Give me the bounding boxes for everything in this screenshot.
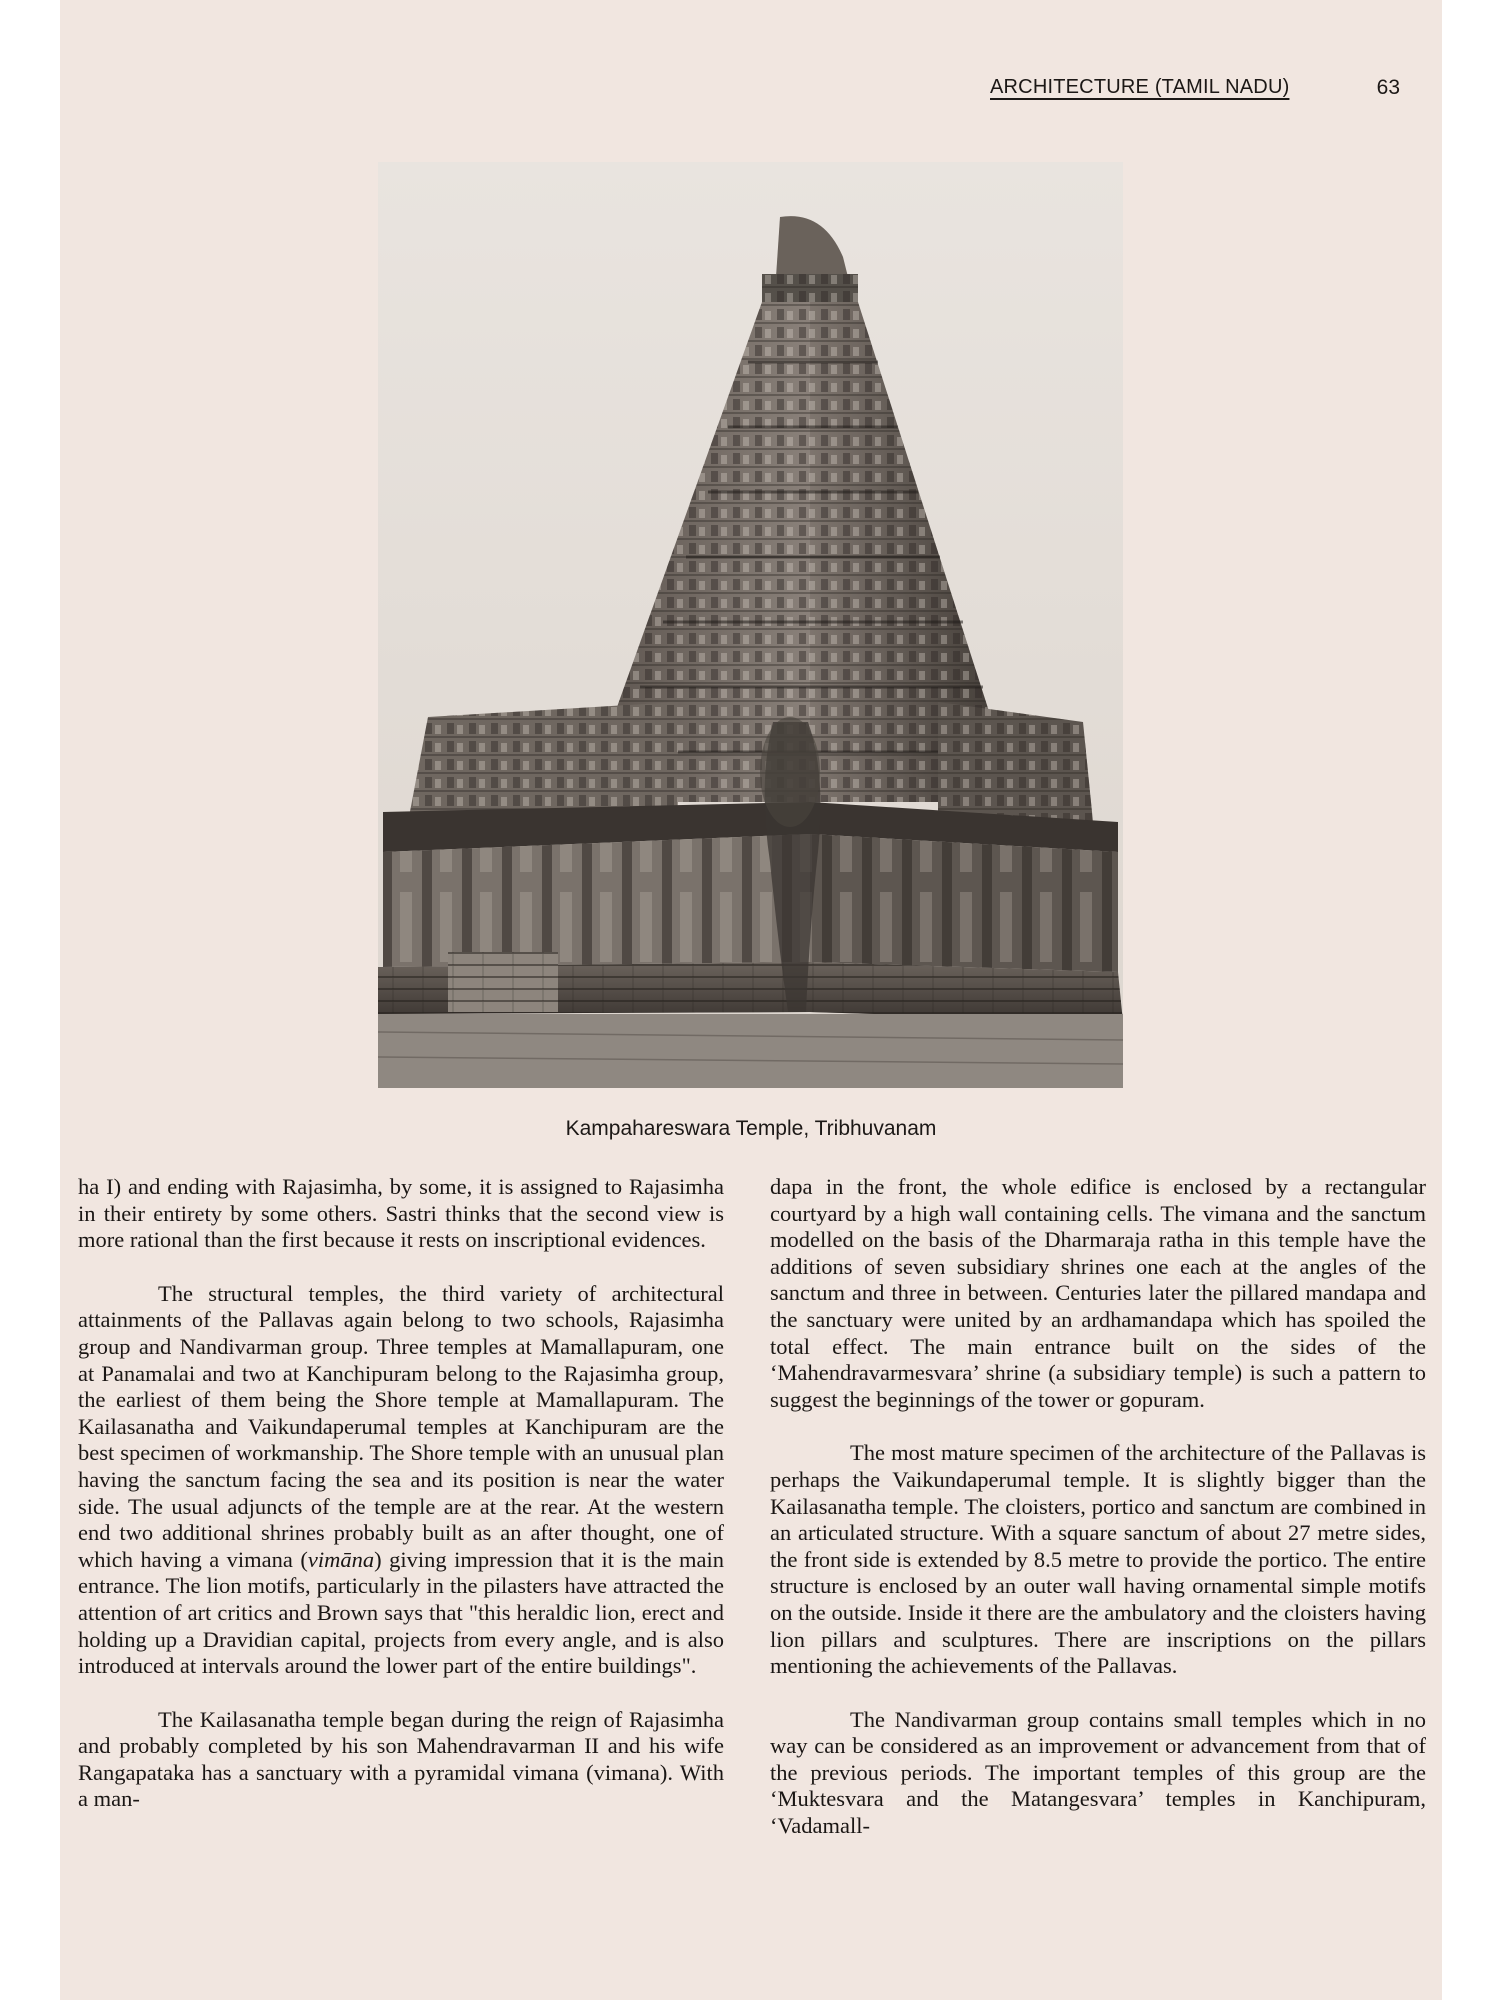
- right-text-column: [770, 1174, 1426, 1840]
- page-number: 63: [1376, 76, 1400, 99]
- temple-photograph: [378, 162, 1123, 1088]
- section-title: ARCHITECTURE (TAMIL NADU): [990, 76, 1290, 98]
- paragraph-text: ) giving impression that it is the main entrance. The lion motifs, particularly in the pilasters have attracted the attention of art critics and Brown says that "this heraldic lion, erect and holding up a Dravidian capital, projects from every angle, and is also introduced at intervals around the lower part of the entire buildings".: [78, 1546, 724, 1679]
- figure-caption: Kampahareswara Temple, Tribhuvanam: [565, 1117, 937, 1140]
- paragraph: The most mature specimen of the architecture of the Pallavas is perhaps the Vaikundaperumal temple. It is slightly bigger than the Kailasanatha temple. The cloisters, portico and sanctum are combined in an articulated structure. With a square sanctum of about 27 metre sides, the front side is extended by 8.5 metre to provide the portico. The entire structure is enclosed by an outer wall having ornamental simple motifs on the outside. Inside it there are the ambulatory and the cloisters having lion pillars and sculptures. There are inscriptions on the pillars mentioning the achievements of the Pallavas.: [770, 1440, 1426, 1679]
- italic-term: vimāna: [307, 1546, 375, 1572]
- paragraph: dapa in the front, the whole edifice is enclosed by a rectangular courtyard by a high wall containing cells. The vimana and the sanctum modelled on the basis of the Dharmaraja ratha in this temple have the additions of seven subsidiary shrines one each at the angles of the sanctum and three in between. Centuries later the pillared mandapa and the sanctuary were united by an ardhamandapa which has spoiled the total effect. The main entrance built on the sides of the ‘Mahendravarmesvara’ shrine (a subsidiary temple) is such a pattern to suggest the beginnings of the tower or gopuram.: [770, 1174, 1426, 1412]
- book-page: [60, 0, 1442, 2000]
- paragraph-text: The structural temples, the third variety of architectural attainments of the Pallavas again belong to two schools, Rajasimha group and Nandivarman group. Three temples at Mamallapuram, one at Panamalai and two at Kanchipuram belong to the Rajasimha group, the earliest of them being the Shore temple at Mamallapuram. The Kailasanatha and Vaikundaperumal temples at Kanchipuram are the best specimen of workmanship. The Shore temple with an unusual plan having the sanctum facing the sea and its position is near the water side. The usual adjuncts of the temple are at the rear. At the western end two additional shrines probably built as an after thought, one of which having a vimana (: [78, 1280, 724, 1572]
- paragraph: The Nandivarman group contains small temples which in no way can be considered as an improvement or advancement from that of the previous periods. The important temples of this group are the ‘Muktesvara and the Matangesvara’ temples in Kanchipuram, ‘Vadamall-: [770, 1706, 1426, 1839]
- paragraph: ha I) and ending with Rajasimha, by some, it is assigned to Rajasimha in their entirety by some others. Sastri thinks that the second view is more rational than the first because it rests on inscriptional evidences.: [78, 1174, 724, 1253]
- paragraph: [78, 1281, 724, 1680]
- paragraph: The Kailasanatha temple began during the reign of Rajasimha and probably completed by his son Mahendravarman II and his wife Rangapataka has a sanctuary with a pyramidal vimana (vimana). With a man-: [78, 1706, 724, 1812]
- left-text-column: [78, 1174, 724, 1813]
